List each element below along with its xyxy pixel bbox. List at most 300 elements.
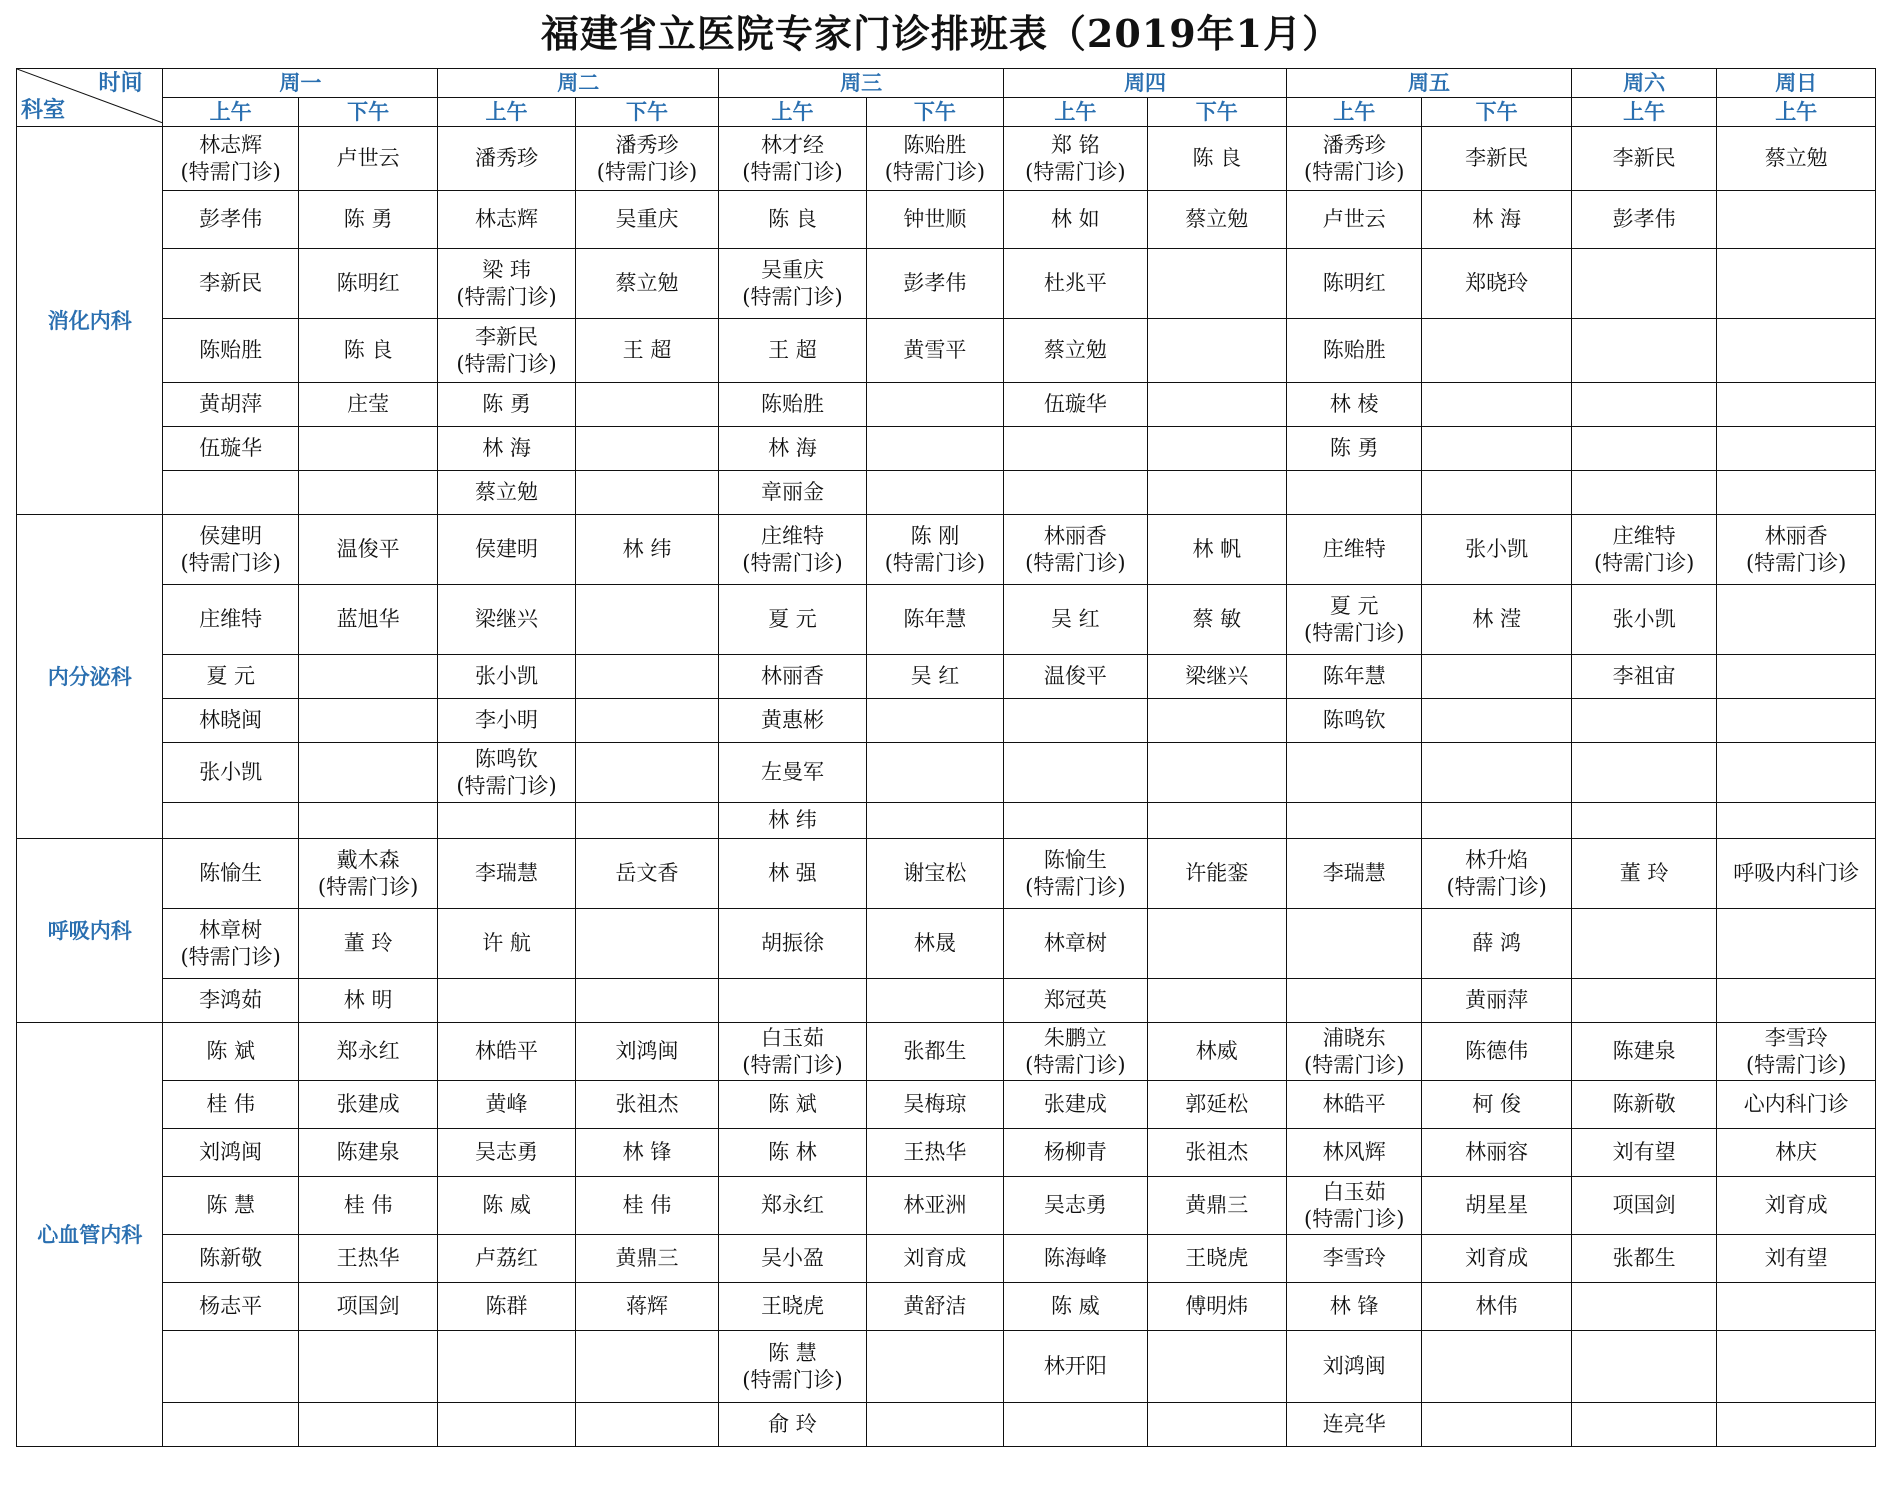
- doctor-name: 郑 铭: [1051, 132, 1100, 157]
- schedule-cell: [438, 1081, 575, 1129]
- doctor-name: 李新民: [1612, 146, 1676, 170]
- schedule-cell: [1004, 1129, 1147, 1177]
- table-row: [17, 699, 1876, 743]
- schedule-cell: [575, 1235, 718, 1283]
- schedule-cell: [1422, 1129, 1571, 1177]
- clinic-type-note: (特需门诊): [596, 159, 698, 184]
- schedule-cell: [1287, 515, 1422, 585]
- doctor-name: 刘育成: [903, 1246, 967, 1270]
- doctor-name: 黄丽萍: [1465, 988, 1529, 1012]
- doctor-name: 刘鸿闽: [199, 1140, 263, 1164]
- doctor-name: 林 如: [1051, 207, 1100, 231]
- doctor-name: 梁继兴: [1185, 664, 1249, 688]
- day-header-mon: 周一: [163, 69, 438, 98]
- schedule-cell: [1571, 249, 1716, 319]
- schedule-cell: [1004, 191, 1147, 249]
- schedule-cell: [163, 383, 298, 427]
- doctor-name: 王晓虎: [1185, 1246, 1249, 1270]
- doctor-name: 林丽香: [760, 664, 824, 688]
- doctor-name: 林丽香: [1764, 523, 1828, 548]
- doctor-name: 陈贻胜: [1322, 338, 1386, 362]
- schedule-cell: [1717, 1129, 1876, 1177]
- schedule-cell: [1571, 427, 1716, 471]
- doctor-name: 谢宝松: [903, 861, 967, 885]
- schedule-cell: [1147, 1235, 1286, 1283]
- table-row: [17, 585, 1876, 655]
- schedule-cell: [298, 1081, 437, 1129]
- doctor-name: 吴梅琼: [903, 1092, 967, 1116]
- schedule-cell: [1004, 427, 1147, 471]
- schedule-cell: [163, 1283, 298, 1331]
- schedule-cell: [1422, 191, 1571, 249]
- schedule-cell: [1717, 1177, 1876, 1235]
- doctor-name: 傅明炜: [1185, 1294, 1249, 1318]
- schedule-cell: [719, 1177, 866, 1235]
- schedule-cell: [163, 1177, 298, 1235]
- schedule-cell: [163, 1129, 298, 1177]
- schedule-cell: [438, 655, 575, 699]
- schedule-cell: [1717, 743, 1876, 803]
- doctor-name: 夏 元: [206, 664, 256, 688]
- schedule-cell: [1717, 803, 1876, 839]
- clinic-type-note: (特需门诊): [884, 159, 986, 184]
- day-header-sat: 周六: [1571, 69, 1716, 98]
- doctor-name: 林 海: [1472, 207, 1522, 231]
- schedule-cell: [1717, 699, 1876, 743]
- doctor-name: 胡振徐: [760, 931, 824, 955]
- doctor-name: 项国剑: [336, 1294, 400, 1318]
- doctor-name: 陈新敬: [199, 1246, 263, 1270]
- schedule-cell: [1287, 1403, 1422, 1447]
- schedule-cell: [163, 1235, 298, 1283]
- schedule-cell: [298, 979, 437, 1023]
- schedule-cell: [866, 471, 1003, 515]
- doctor-name: 林伟: [1475, 1294, 1518, 1318]
- table-row: [17, 515, 1876, 585]
- schedule-cell: [1717, 383, 1876, 427]
- schedule-cell: [575, 427, 718, 471]
- doctor-name: 蓝旭华: [336, 607, 400, 631]
- schedule-cell: [866, 1023, 1003, 1081]
- doctor-name: 温俊平: [1043, 664, 1107, 688]
- doctor-name: 林丽香: [1043, 523, 1107, 548]
- schedule-cell: [298, 191, 437, 249]
- schedule-cell: [1287, 839, 1422, 909]
- schedule-cell: [298, 1129, 437, 1177]
- schedule-cell: [163, 127, 298, 191]
- doctor-name: 郭延松: [1185, 1092, 1249, 1116]
- schedule-cell: [1147, 1129, 1286, 1177]
- schedule-cell: [575, 1283, 718, 1331]
- schedule-cell: [298, 383, 437, 427]
- schedule-cell: [1147, 743, 1286, 803]
- half-header-cell: 上午: [1004, 98, 1147, 127]
- schedule-cell: [1004, 471, 1147, 515]
- doctor-name: 林才经: [760, 132, 824, 157]
- doctor-name: 庄维特: [199, 607, 263, 631]
- doctor-name: 项国剑: [1612, 1193, 1676, 1217]
- doctor-name: 陈 良: [343, 338, 393, 362]
- schedule-cell: [1422, 383, 1571, 427]
- schedule-cell: [1422, 979, 1571, 1023]
- schedule-cell: [298, 699, 437, 743]
- doctor-name: 林 明: [343, 988, 393, 1012]
- schedule-cell: [575, 1081, 718, 1129]
- schedule-cell: [1147, 585, 1286, 655]
- doctor-name: 吴 红: [1051, 607, 1100, 631]
- doctor-name: 蒋辉: [625, 1294, 668, 1318]
- doctor-name: 林晟: [913, 931, 956, 955]
- schedule-cell: [1571, 585, 1716, 655]
- doctor-name: 刘育成: [1465, 1246, 1529, 1270]
- schedule-table: [16, 68, 1876, 1447]
- half-header-cell: 上午: [1571, 98, 1716, 127]
- doctor-name: 董 玲: [343, 931, 393, 955]
- schedule-cell: [438, 249, 575, 319]
- doctor-name: 陈 良: [1192, 146, 1242, 170]
- schedule-cell: [1571, 743, 1716, 803]
- schedule-cell: [1287, 427, 1422, 471]
- schedule-cell: [575, 1331, 718, 1403]
- doctor-name: 心内科门诊: [1743, 1092, 1849, 1116]
- doctor-name: 庄维特: [1612, 523, 1676, 548]
- department-name: 心血管内科: [17, 1023, 163, 1447]
- doctor-name: 黄舒洁: [903, 1294, 967, 1318]
- table-row: [17, 979, 1876, 1023]
- table-row: [17, 383, 1876, 427]
- day-header-fri: 周五: [1287, 69, 1572, 98]
- schedule-cell: [298, 803, 437, 839]
- half-header-cell: 下午: [298, 98, 437, 127]
- doctor-name: 张祖杰: [615, 1092, 679, 1116]
- table-row: [17, 1403, 1876, 1447]
- doctor-name: 林 锋: [622, 1140, 672, 1164]
- schedule-cell: [1422, 1081, 1571, 1129]
- schedule-cell: [719, 383, 866, 427]
- table-row: [17, 1331, 1876, 1403]
- schedule-cell: [298, 655, 437, 699]
- schedule-cell: [163, 515, 298, 585]
- schedule-cell: [163, 979, 298, 1023]
- doctor-name: 彭孝伟: [199, 207, 263, 231]
- doctor-name: 陈 勇: [1329, 436, 1379, 460]
- schedule-cell: [866, 699, 1003, 743]
- schedule-cell: [1287, 1235, 1422, 1283]
- schedule-cell: [1571, 127, 1716, 191]
- schedule-cell: [1147, 383, 1286, 427]
- day-header-tue: 周二: [438, 69, 719, 98]
- doctor-name: 陈年慧: [1322, 664, 1386, 688]
- corner-dept-label: 科室: [21, 97, 66, 123]
- schedule-cell: [1287, 249, 1422, 319]
- schedule-cell: [1422, 319, 1571, 383]
- clinic-type-note: (特需门诊): [1593, 550, 1695, 575]
- schedule-cell: [866, 743, 1003, 803]
- table-row: [17, 127, 1876, 191]
- schedule-cell: [1004, 127, 1147, 191]
- doctor-name: 蔡立勉: [1185, 207, 1249, 231]
- doctor-name: 陈贻胜: [760, 392, 824, 416]
- doctor-name: 许 航: [482, 931, 531, 955]
- schedule-cell: [1147, 127, 1286, 191]
- schedule-cell: [575, 383, 718, 427]
- schedule-cell: [163, 655, 298, 699]
- schedule-cell: [866, 515, 1003, 585]
- schedule-cell: [866, 1331, 1003, 1403]
- doctor-name: 林 强: [768, 861, 817, 885]
- doctor-name: 潘秀珍: [475, 146, 539, 170]
- doctor-name: 庄维特: [760, 523, 824, 548]
- schedule-cell: [1571, 1081, 1716, 1129]
- doctor-name: 俞 玲: [768, 1412, 817, 1436]
- doctor-name: 侯建明: [199, 523, 263, 548]
- schedule-cell: [1422, 249, 1571, 319]
- doctor-name: 庄莹: [347, 392, 390, 416]
- schedule-cell: [1717, 585, 1876, 655]
- schedule-cell: [1004, 1081, 1147, 1129]
- clinic-type-note: (特需门诊): [180, 944, 281, 969]
- schedule-cell: [1717, 191, 1876, 249]
- schedule-cell: [298, 1403, 437, 1447]
- schedule-cell: [1287, 383, 1422, 427]
- schedule-cell: [866, 839, 1003, 909]
- schedule-cell: [163, 909, 298, 979]
- doctor-name: 董 玲: [1619, 861, 1669, 885]
- schedule-cell: [438, 909, 575, 979]
- schedule-cell: [719, 127, 866, 191]
- schedule-cell: [866, 127, 1003, 191]
- table-row: [17, 471, 1876, 515]
- schedule-cell: [1287, 585, 1422, 655]
- doctor-name: 蔡立勉: [615, 271, 679, 295]
- doctor-name: 陈建泉: [336, 1140, 400, 1164]
- schedule-cell: [1571, 655, 1716, 699]
- schedule-cell: [1422, 839, 1571, 909]
- schedule-cell: [1717, 839, 1876, 909]
- schedule-cell: [719, 191, 866, 249]
- day-header-sun: 周日: [1717, 69, 1876, 98]
- doctor-name: 刘有望: [1764, 1246, 1828, 1270]
- schedule-cell: [719, 909, 866, 979]
- schedule-cell: [163, 427, 298, 471]
- clinic-type-note: (特需门诊): [317, 874, 419, 899]
- schedule-cell: [1422, 1235, 1571, 1283]
- doctor-name: 黄鼎三: [1185, 1193, 1249, 1217]
- doctor-name: 郑永红: [336, 1039, 400, 1063]
- schedule-cell: [1287, 1129, 1422, 1177]
- doctor-name: 李祖宙: [1612, 664, 1676, 688]
- schedule-cell: [1287, 1023, 1422, 1081]
- doctor-name: 章丽金: [760, 480, 824, 504]
- doctor-name: 王晓虎: [760, 1294, 824, 1318]
- schedule-cell: [1147, 909, 1286, 979]
- doctor-name: 林志辉: [199, 132, 263, 157]
- doctor-name: 蔡立勉: [1043, 338, 1107, 362]
- schedule-cell: [1287, 1081, 1422, 1129]
- table-row: [17, 427, 1876, 471]
- schedule-cell: [1147, 1403, 1286, 1447]
- table-row: [17, 803, 1876, 839]
- doctor-name: 王 超: [622, 338, 672, 362]
- schedule-cell: [1717, 1235, 1876, 1283]
- schedule-cell: [866, 803, 1003, 839]
- schedule-cell: [866, 1403, 1003, 1447]
- schedule-cell: [1004, 655, 1147, 699]
- schedule-cell: [1422, 515, 1571, 585]
- schedule-cell: [866, 1129, 1003, 1177]
- doctor-name: 张小凯: [199, 760, 263, 784]
- schedule-cell: [1147, 655, 1286, 699]
- doctor-name: 王热华: [336, 1246, 400, 1270]
- schedule-cell: [1422, 1331, 1571, 1403]
- doctor-name: 林 帆: [1192, 537, 1242, 561]
- schedule-cell: [1571, 471, 1716, 515]
- doctor-name: 刘有望: [1612, 1140, 1676, 1164]
- schedule-cell: [575, 699, 718, 743]
- schedule-cell: [1287, 1331, 1422, 1403]
- doctor-name: 伍璇华: [199, 436, 263, 460]
- schedule-cell: [1422, 655, 1571, 699]
- doctor-name: 陈 勇: [343, 207, 393, 231]
- doctor-name: 郑晓玲: [1465, 271, 1529, 295]
- doctor-name: 白玉茹: [760, 1025, 824, 1050]
- schedule-cell: [438, 1331, 575, 1403]
- schedule-cell: [1422, 699, 1571, 743]
- schedule-cell: [1004, 979, 1147, 1023]
- schedule-cell: [1147, 1023, 1286, 1081]
- schedule-cell: [575, 655, 718, 699]
- doctor-name: 林丽容: [1465, 1140, 1529, 1164]
- schedule-cell: [866, 249, 1003, 319]
- schedule-cell: [1422, 1177, 1571, 1235]
- clinic-type-note: (特需门诊): [1025, 159, 1126, 184]
- schedule-cell: [866, 1283, 1003, 1331]
- table-row: [17, 319, 1876, 383]
- doctor-name: 蔡立勉: [1764, 146, 1828, 170]
- clinic-type-note: (特需门诊): [1025, 874, 1126, 899]
- doctor-name: 林皓平: [1322, 1092, 1386, 1116]
- doctor-name: 梁 玮: [482, 257, 531, 282]
- schedule-cell: [1571, 191, 1716, 249]
- table-row: [17, 909, 1876, 979]
- schedule-cell: [298, 471, 437, 515]
- schedule-cell: [866, 979, 1003, 1023]
- doctor-name: 陈 慧: [768, 1340, 817, 1365]
- schedule-cell: [438, 427, 575, 471]
- doctor-name: 陈愉生: [1043, 847, 1107, 872]
- doctor-name: 岳文香: [615, 861, 679, 885]
- schedule-cell: [1571, 979, 1716, 1023]
- schedule-cell: [438, 1023, 575, 1081]
- schedule-cell: [163, 1023, 298, 1081]
- doctor-name: 朱鹏立: [1043, 1025, 1107, 1050]
- doctor-name: 黄雪平: [903, 338, 967, 362]
- doctor-name: 陈 慧: [206, 1193, 256, 1217]
- schedule-cell: [1422, 1023, 1571, 1081]
- doctor-name: 陈德伟: [1465, 1039, 1529, 1063]
- schedule-cell: [1717, 1023, 1876, 1081]
- schedule-cell: [1571, 1331, 1716, 1403]
- schedule-cell: [1004, 585, 1147, 655]
- doctor-name: 张小凯: [475, 664, 539, 688]
- schedule-cell: [719, 249, 866, 319]
- doctor-name: 林 纬: [768, 808, 817, 832]
- schedule-cell: [1571, 909, 1716, 979]
- clinic-type-note: (特需门诊): [180, 159, 281, 184]
- schedule-cell: [1717, 655, 1876, 699]
- doctor-name: 陈 良: [768, 207, 817, 231]
- half-header-cell: 上午: [438, 98, 575, 127]
- schedule-cell: [1004, 1177, 1147, 1235]
- doctor-name: 林 滢: [1472, 607, 1522, 631]
- doctor-name: 陈 勇: [482, 392, 531, 416]
- schedule-cell: [163, 319, 298, 383]
- clinic-type-note: (特需门诊): [1025, 1052, 1126, 1077]
- schedule-cell: [1004, 319, 1147, 383]
- table-row: [17, 1129, 1876, 1177]
- doctor-name: 李新民: [199, 271, 263, 295]
- doctor-name: 潘秀珍: [1322, 132, 1386, 157]
- schedule-cell: [1717, 319, 1876, 383]
- doctor-name: 林 海: [482, 436, 531, 460]
- clinic-type-note: (特需门诊): [1025, 550, 1126, 575]
- doctor-name: 陈新敬: [1612, 1092, 1676, 1116]
- doctor-name: 林亚洲: [903, 1193, 967, 1217]
- doctor-name: 陈鸣钦: [475, 746, 539, 771]
- schedule-cell: [1004, 1403, 1147, 1447]
- schedule-cell: [163, 1403, 298, 1447]
- schedule-cell: [1422, 427, 1571, 471]
- doctor-name: 卢荔红: [475, 1246, 539, 1270]
- schedule-cell: [866, 1081, 1003, 1129]
- schedule-cell: [1147, 515, 1286, 585]
- schedule-cell: [1147, 803, 1286, 839]
- doctor-name: 吴重庆: [760, 257, 824, 282]
- half-header-cell: 下午: [1147, 98, 1286, 127]
- doctor-name: 温俊平: [336, 537, 400, 561]
- schedule-cell: [1571, 515, 1716, 585]
- doctor-name: 林风辉: [1322, 1140, 1386, 1164]
- doctor-name: 李瑞慧: [475, 861, 539, 885]
- doctor-name: 侯建明: [475, 537, 539, 561]
- schedule-cell: [298, 1235, 437, 1283]
- schedule-cell: [1004, 699, 1147, 743]
- schedule-cell: [1287, 471, 1422, 515]
- doctor-name: 李新民: [475, 324, 539, 349]
- schedule-cell: [163, 839, 298, 909]
- schedule-cell: [719, 1129, 866, 1177]
- schedule-cell: [298, 585, 437, 655]
- doctor-name: 彭孝伟: [1612, 207, 1676, 231]
- schedule-cell: [1004, 909, 1147, 979]
- schedule-cell: [1287, 655, 1422, 699]
- schedule-cell: [719, 1235, 866, 1283]
- schedule-cell: [438, 191, 575, 249]
- doctor-name: 吴志勇: [475, 1140, 539, 1164]
- schedule-cell: [719, 471, 866, 515]
- schedule-cell: [719, 427, 866, 471]
- doctor-name: 彭孝伟: [903, 271, 967, 295]
- schedule-cell: [719, 585, 866, 655]
- doctor-name: 黄惠彬: [760, 708, 824, 732]
- schedule-cell: [1287, 319, 1422, 383]
- schedule-cell: [719, 803, 866, 839]
- schedule-cell: [438, 1129, 575, 1177]
- department-name: 内分泌科: [17, 515, 163, 839]
- doctor-name: 杜兆平: [1043, 271, 1107, 295]
- half-header-cell: 上午: [1717, 98, 1876, 127]
- half-header-cell: 下午: [575, 98, 718, 127]
